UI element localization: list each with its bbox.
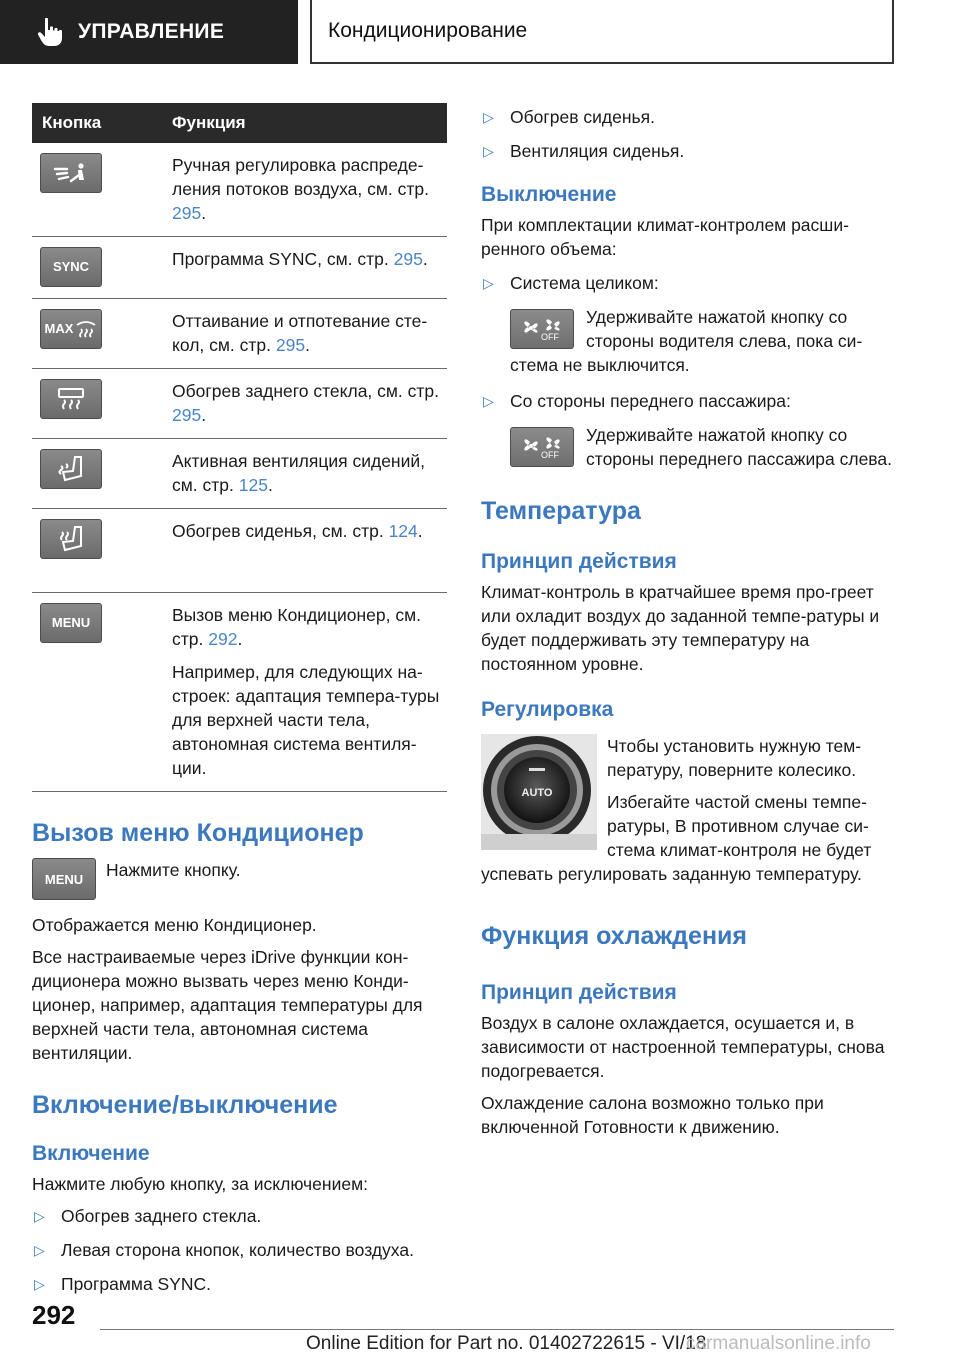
right-column: [481, 103, 896, 1139]
max-label: MAX: [44, 321, 74, 336]
cooling-title: Функция охлаждения: [481, 922, 748, 950]
fan-off-button: [510, 427, 574, 467]
page-link[interactable]: 295: [172, 203, 202, 223]
row-text: Программа SYNC, см. стр.: [172, 249, 389, 269]
seat-heating-icon: [40, 519, 102, 559]
row-tail: .: [305, 335, 310, 355]
svg-text:AUTO: AUTO: [521, 787, 553, 799]
row-text: Вызов меню Кондиционер, см. стр.: [172, 605, 421, 649]
row-text: Оттаивание и отпотевание сте-кол, см. стр.: [172, 311, 428, 355]
off-item2-detail: Удерживайте нажатой кнопку со стороны переднего пассажира слева.: [586, 425, 893, 469]
air-distribution-icon: [40, 153, 102, 193]
row-text: Ручная регулировка распреде-ления потоков воздуха, см. стр.: [172, 155, 429, 199]
chapter-header: [310, 0, 894, 64]
chapter-title: Кондиционирование: [328, 19, 528, 42]
menu-paragraph-1: Отображается меню Кондиционер.: [32, 915, 317, 935]
temperature-principle-text: Климат-контроль в кратчайшее время про-греет или охладит воздух до заданной темпе-ратуры и будет поддерживать эту температуру на постоянном уровне.: [481, 582, 880, 674]
svg-text:OFF: OFF: [541, 332, 559, 342]
hand-pointer-icon: [36, 17, 64, 47]
watermark: carmanualsonline.info: [686, 1333, 871, 1354]
footer-divider: [100, 1329, 894, 1330]
table-cell-function: [172, 439, 447, 509]
table-cell-function: [172, 299, 447, 369]
triangle-bullet-icon: ▷: [483, 393, 494, 409]
list-item: ▷ Со стороны переднего пассажира: OFF Удерживайте нажатой кнопку со стороны переднего пассажира слева.: [481, 389, 896, 471]
triangle-bullet-icon: ▷: [483, 109, 494, 125]
list-item: ▷ Система целиком: OFF Удерживайте нажатой кнопку со стороны водителя слева, пока си-стема не выключится.: [481, 271, 896, 377]
page-number: 292: [32, 1300, 76, 1330]
off-detail-block: [481, 423, 896, 471]
page-link[interactable]: 295: [275, 335, 306, 355]
menu-press-text: Нажмите кнопку.: [106, 860, 241, 880]
menu-press-row: [32, 858, 447, 900]
table-cell-function: [172, 509, 447, 593]
table-row: [32, 143, 447, 237]
adjust-block: [481, 734, 896, 886]
table-row: [32, 439, 447, 509]
on-subtitle: Включение: [32, 1142, 150, 1165]
menu-paragraph-2: Все настраиваемые через iDrive функции кон-диционера можно вызвать через меню Конди-ционер, например, адаптация температуры для верхней части тела, автономная система вентиляции.: [32, 947, 423, 1063]
adjust-paragraph-2: Избегайте частой смены темпе-ратуры, В противном случае си-стема климат-контроля не будет успевать регулировать заданную температуру.: [481, 792, 872, 884]
adjust-subtitle: Регулировка: [481, 698, 614, 721]
off-subtitle: Выключение: [481, 183, 617, 206]
svg-text:OFF: OFF: [541, 450, 559, 460]
section-tab: [0, 0, 298, 64]
edition-text: Online Edition for Part no. 01402722615 - VI/18: [306, 1333, 707, 1354]
menu-button: MENU: [40, 603, 102, 643]
list-item: ▷ Вентиляция сиденья.: [483, 141, 685, 161]
menu-section-title: Вызов меню Кондиционер: [32, 819, 364, 847]
list-item: ▷ Обогрев сиденья.: [483, 107, 655, 127]
rear-window-heating-icon: [40, 379, 102, 419]
page-link[interactable]: 292: [208, 629, 238, 649]
table-cell-function: [172, 237, 447, 299]
triangle-bullet-icon: ▷: [34, 1208, 45, 1224]
adjust-paragraph-1: Чтобы установить нужную тем-пературу, поверните колесико.: [607, 736, 862, 780]
table-cell-function: [172, 369, 447, 439]
column-header-function: Функция: [172, 103, 447, 143]
column-header-button: Кнопка: [32, 103, 172, 143]
on-exceptions-list: [32, 1204, 447, 1296]
page-link[interactable]: 124: [388, 521, 418, 541]
menu-button: MENU: [32, 858, 96, 900]
row-text: Обогрев сиденья, см. стр.: [172, 521, 384, 541]
off-item1-detail: Удерживайте нажатой кнопку со стороны водителя слева, пока си-стема не выключится.: [510, 307, 863, 375]
on-text: Нажмите любую кнопку, за исключением:: [32, 1174, 368, 1194]
buttons-table: [32, 103, 447, 792]
row-tail: .: [201, 405, 207, 425]
triangle-bullet-icon: ▷: [483, 143, 494, 159]
off-text: При комплектации климат-контролем расши-ренного объема:: [481, 215, 849, 259]
page-link[interactable]: 295: [393, 249, 423, 269]
left-column: [32, 103, 447, 1296]
table-row: [32, 369, 447, 439]
triangle-bullet-icon: ▷: [483, 275, 494, 291]
off-detail-block: [481, 305, 896, 377]
cooling-paragraph-1: Воздух в салоне охлаждается, осушается и, в зависимости от настроенной температуры, снова подогревается.: [481, 1013, 885, 1081]
off-list: [481, 271, 896, 471]
temperature-knob-image: [481, 734, 597, 850]
on-exceptions-list-continued: [481, 105, 896, 163]
row-extra-text: Например, для следующих на-строек: адаптация темпера-туры для верхней части тела, автономная система вентиля-ции.: [172, 662, 440, 778]
triangle-bullet-icon: ▷: [34, 1242, 45, 1258]
max-defrost-icon: [40, 309, 102, 349]
triangle-bullet-icon: ▷: [34, 1276, 45, 1292]
row-tail: .: [267, 475, 273, 495]
cooling-paragraph-2: Охлаждение салона возможно только при включенной Готовности к движению.: [481, 1093, 824, 1137]
list-item: ▷ Программа SYNC.: [34, 1274, 212, 1294]
section-title: УПРАВЛЕНИЕ: [78, 20, 225, 43]
cooling-principle-subtitle: Принцип действия: [481, 981, 677, 1004]
temperature-principle-subtitle: Принцип действия: [481, 550, 677, 573]
row-text: Обогрев заднего стекла, см. стр.: [172, 381, 440, 401]
page-link[interactable]: 125: [238, 475, 268, 495]
table-header-row: [32, 103, 447, 143]
page-link[interactable]: 295: [172, 405, 202, 425]
table-cell-function: [172, 143, 447, 237]
fan-off-button: [510, 309, 574, 349]
list-item: ▷ Левая сторона кнопок, количество воздуха.: [34, 1240, 414, 1260]
onoff-section-title: Включение/выключение: [32, 1091, 338, 1119]
row-tail: .: [422, 249, 428, 269]
seat-ventilation-icon: [40, 449, 102, 489]
row-tail: .: [201, 203, 207, 223]
row-tail: .: [237, 629, 243, 649]
list-item: ▷ Обогрев заднего стекла.: [34, 1206, 262, 1226]
table-row: [32, 593, 447, 792]
table-cell-function: [172, 593, 447, 792]
row-text: Активная вентиляция сидений, см. стр.: [172, 451, 426, 495]
sync-button: SYNC: [40, 247, 102, 287]
row-tail: .: [417, 521, 423, 541]
table-row: [32, 509, 447, 593]
table-row: [32, 237, 447, 299]
temperature-title: Температура: [481, 497, 641, 525]
table-row: [32, 299, 447, 369]
